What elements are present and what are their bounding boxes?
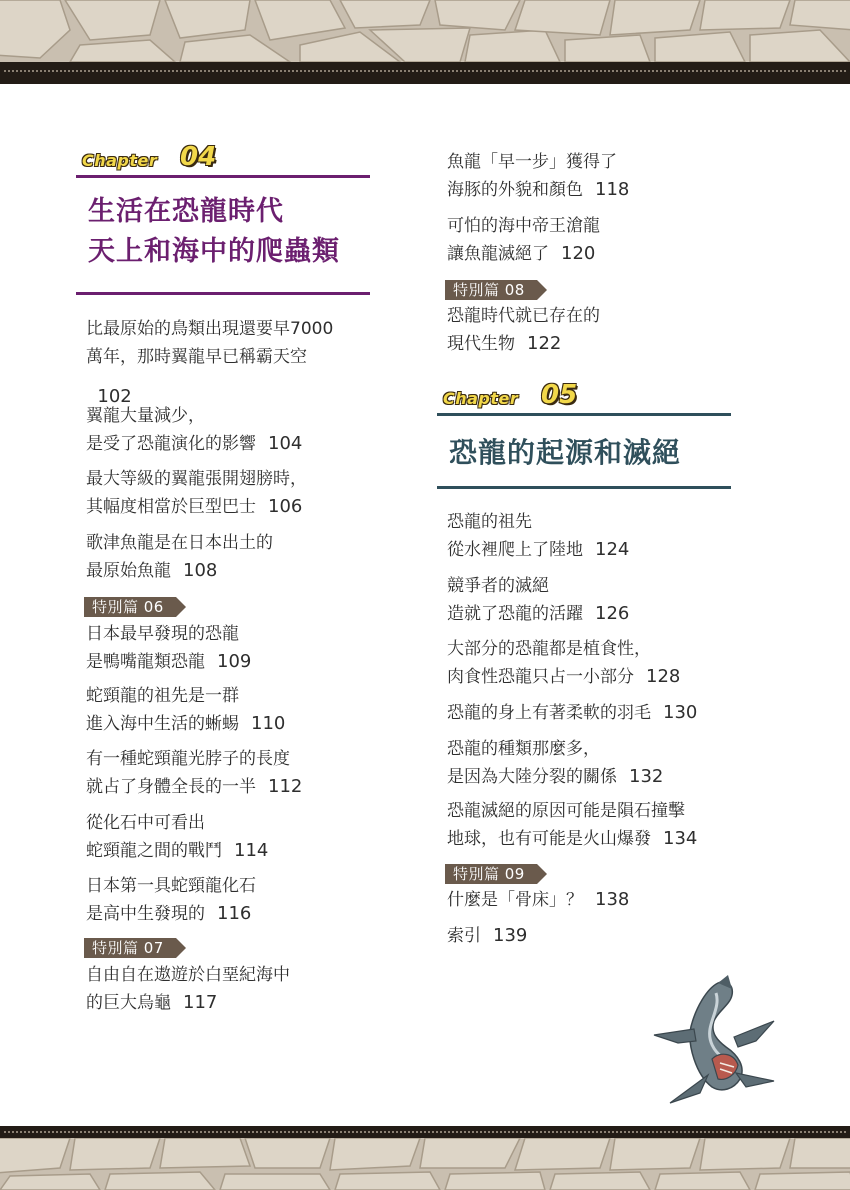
toc-page-number: 110 bbox=[251, 713, 286, 734]
toc-entry[interactable] bbox=[447, 572, 730, 628]
chapter-04-tag bbox=[76, 142, 236, 172]
toc-entry[interactable] bbox=[447, 212, 730, 268]
toc-entry-line2: 海豚的外貌和顏色 bbox=[447, 180, 583, 200]
toc-entry-line1: 比最原始的鳥類出現還要早7000 bbox=[86, 319, 334, 339]
toc-entry-text: 恐龍的身上有著柔軟的羽毛 bbox=[447, 703, 651, 723]
special-badge-06-label: 特別篇 06 bbox=[92, 598, 164, 616]
toc-entry-line1: 翼龍大量減少， bbox=[86, 406, 205, 426]
toc-entry-line2: 造就了恐龍的活躍 bbox=[447, 604, 583, 624]
chapter-04-header bbox=[76, 140, 370, 300]
toc-entry[interactable] bbox=[86, 620, 369, 676]
toc-entry-line1: 從化石中可看出 bbox=[86, 813, 205, 833]
special-badge-07-label: 特別篇 07 bbox=[92, 939, 164, 957]
toc-entry[interactable] bbox=[86, 402, 369, 458]
special-badge-07 bbox=[84, 938, 188, 958]
toc-entry[interactable] bbox=[86, 961, 369, 1017]
toc-entry-line2: 從水裡爬上了陸地 bbox=[447, 540, 583, 560]
toc-entry-line1: 大部分的恐龍都是植食性， bbox=[447, 639, 651, 659]
toc-entry[interactable] bbox=[86, 872, 369, 928]
toc-entry[interactable] bbox=[447, 735, 730, 791]
special-badge-06 bbox=[84, 597, 188, 617]
toc-entry[interactable] bbox=[447, 635, 730, 691]
toc-entry-line1: 恐龍的祖先 bbox=[447, 512, 532, 532]
toc-entry-line2: 地球，也有可能是火山爆發 bbox=[447, 829, 651, 849]
toc-entry-line1: 可怕的海中帝王滄龍 bbox=[447, 216, 600, 236]
toc-entry-line1: 日本第一具蛇頸龍化石 bbox=[86, 876, 256, 896]
chapter-04-number: 04 bbox=[180, 142, 217, 172]
decorative-band-top bbox=[0, 62, 850, 84]
toc-entry-line1: 有一種蛇頸龍光脖子的長度 bbox=[86, 749, 290, 769]
mosasaur-illustration bbox=[648, 975, 780, 1115]
chapter-05-title bbox=[449, 433, 681, 473]
toc-entry-line2: 進入海中生活的蜥蜴 bbox=[86, 714, 239, 734]
toc-page-number: 134 bbox=[663, 828, 698, 849]
toc-entry-text: 什麼是「骨床」？ bbox=[447, 890, 583, 910]
toc-entry-line1: 自由自在遨遊於白堊紀海中 bbox=[86, 965, 290, 985]
toc-entry-line2: 現代生物 bbox=[447, 334, 515, 354]
chapter-04-title-line1: 生活在恐龍時代 bbox=[88, 196, 284, 227]
special-badge-09-label: 特別篇 09 bbox=[453, 865, 525, 883]
toc-entry-line1: 競爭者的滅絕 bbox=[447, 576, 549, 596]
toc-entry-line2: 其幅度相當於巨型巴士 bbox=[86, 497, 256, 517]
toc-entry-line1: 魚龍「早一步」獲得了 bbox=[447, 152, 617, 172]
toc-entry-line1: 蛇頸龍的祖先是一群 bbox=[86, 686, 239, 706]
toc-entry-line1: 恐龍時代就已存在的 bbox=[447, 306, 600, 326]
toc-page-number: 126 bbox=[595, 603, 630, 624]
toc-page-number: 106 bbox=[268, 496, 303, 517]
toc-entry[interactable] bbox=[447, 797, 730, 853]
toc-entry-line2: 讓魚龍滅絕了 bbox=[447, 244, 549, 264]
toc-page-number: 116 bbox=[217, 903, 252, 924]
toc-page-number: 124 bbox=[595, 539, 630, 560]
toc-entry[interactable] bbox=[447, 886, 730, 914]
toc-page-number: 117 bbox=[183, 992, 218, 1013]
toc-page-number: 139 bbox=[493, 925, 528, 946]
toc-entry-line2: 是受了恐龍演化的影響 bbox=[86, 434, 256, 454]
toc-page-number: 122 bbox=[527, 333, 562, 354]
chapter-05-tag bbox=[437, 380, 597, 410]
toc-entry[interactable] bbox=[86, 465, 369, 521]
toc-entry[interactable] bbox=[447, 508, 730, 564]
toc-entry-line2: 的巨大烏龜 bbox=[86, 993, 171, 1013]
toc-page-number: 120 bbox=[561, 243, 596, 264]
toc-entry[interactable] bbox=[447, 699, 730, 727]
toc-entry-line2: 蛇頸龍之間的戰鬥 bbox=[86, 841, 222, 861]
stone-wall-top bbox=[0, 0, 850, 62]
special-badge-09 bbox=[445, 864, 549, 884]
special-badge-08-label: 特別篇 08 bbox=[453, 281, 525, 299]
toc-page-number: 109 bbox=[217, 651, 252, 672]
toc-entry-line2: 是鴨嘴龍類恐龍 bbox=[86, 652, 205, 672]
toc-entry-index[interactable] bbox=[447, 922, 730, 950]
chapter-05-number: 05 bbox=[541, 380, 578, 410]
toc-entry-line1: 恐龍的種類那麼多， bbox=[447, 739, 600, 759]
chapter-04-title-line2: 天上和海中的爬蟲類 bbox=[88, 236, 340, 267]
toc-page-number: 138 bbox=[595, 889, 630, 910]
toc-entry[interactable] bbox=[86, 682, 369, 738]
toc-page-number: 132 bbox=[629, 766, 664, 787]
chapter-04-bottom-rule bbox=[76, 292, 370, 295]
chapter-05-title-text: 恐龍的起源和滅絕 bbox=[449, 436, 682, 469]
chapter-05-label: Chapter bbox=[443, 389, 519, 408]
toc-entry-line2: 是高中生發現的 bbox=[86, 904, 205, 924]
toc-entry[interactable] bbox=[447, 148, 730, 204]
toc-entry[interactable] bbox=[86, 315, 369, 411]
toc-entry-text: 索引 bbox=[447, 926, 481, 946]
toc-entry-line2: 萬年，那時翼龍早已稱霸天空 bbox=[86, 347, 307, 367]
toc-page-number: 128 bbox=[646, 666, 681, 687]
toc-page-number: 104 bbox=[268, 433, 303, 454]
chapter-05-top-rule bbox=[437, 413, 731, 416]
toc-entry-line2: 肉食性恐龍只占一小部分 bbox=[447, 667, 634, 687]
toc-page-number: 102 bbox=[97, 386, 132, 407]
toc-entry[interactable] bbox=[86, 809, 369, 865]
toc-entry-line1: 日本最早發現的恐龍 bbox=[86, 624, 239, 644]
toc-entry[interactable] bbox=[86, 745, 369, 801]
toc-entry[interactable] bbox=[86, 529, 369, 585]
chapter-05-bottom-rule bbox=[437, 486, 731, 489]
chapter-04-top-rule bbox=[76, 175, 370, 178]
toc-page-number: 108 bbox=[183, 560, 218, 581]
toc-entry-line2: 就占了身體全長的一半 bbox=[86, 777, 256, 797]
toc-entry-line1: 最大等級的翼龍張開翅膀時， bbox=[86, 469, 307, 489]
toc-page-number: 118 bbox=[595, 179, 630, 200]
toc-entry-line1: 恐龍滅絕的原因可能是隕石撞擊 bbox=[447, 801, 685, 821]
chapter-04-title bbox=[88, 192, 340, 272]
special-badge-08 bbox=[445, 280, 549, 300]
toc-entry-line1: 歌津魚龍是在日本出土的 bbox=[86, 533, 273, 553]
chapter-05-header bbox=[437, 378, 731, 493]
chapter-04-label: Chapter bbox=[82, 151, 158, 170]
toc-page-number: 112 bbox=[268, 776, 303, 797]
toc-entry-line2: 最原始魚龍 bbox=[86, 561, 171, 581]
toc-page-number: 130 bbox=[663, 702, 698, 723]
toc-entry[interactable] bbox=[447, 302, 730, 358]
toc-entry-line2: 是因為大陸分裂的關係 bbox=[447, 767, 617, 787]
toc-page-number: 114 bbox=[234, 840, 269, 861]
stone-wall-bottom bbox=[0, 1138, 850, 1190]
